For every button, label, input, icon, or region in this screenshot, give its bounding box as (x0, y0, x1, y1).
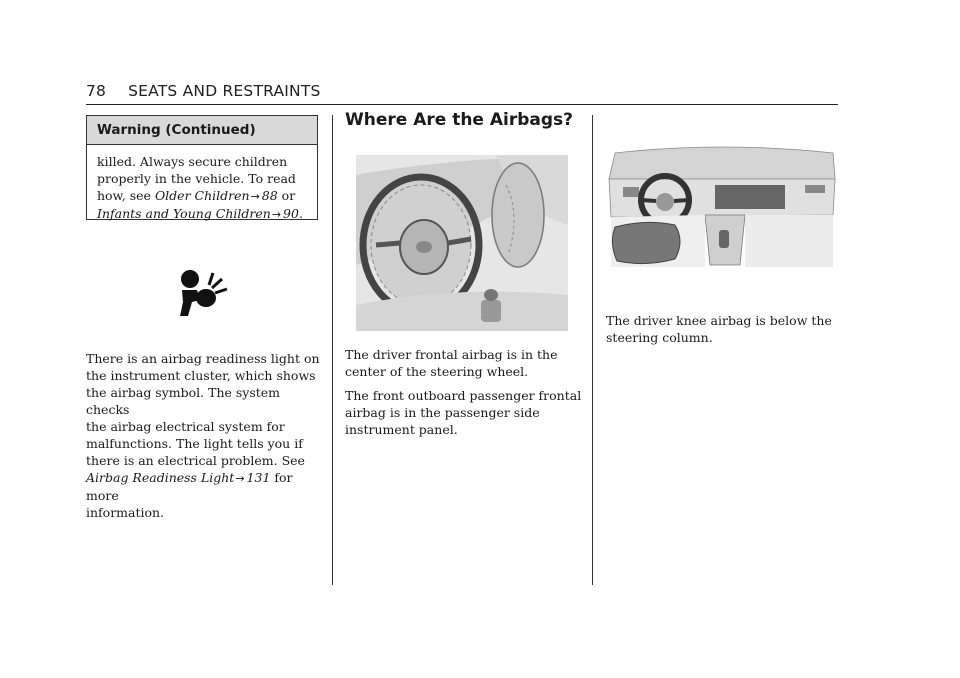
airbag-readiness-icon (176, 268, 230, 320)
link-airbag-readiness-light[interactable]: Airbag Readiness Light (86, 470, 235, 485)
reference-arrow-icon: → (271, 208, 282, 221)
frontal-airbag-text: The driver frontal airbag is in the center of the steering wheel. The front outboard passenger frontal airbag is in the passenger side instrument panel. (345, 347, 582, 437)
section-heading: Where Are the Airbags? (345, 110, 574, 130)
column-divider-right (592, 115, 593, 585)
warning-line: properly in the vehicle. To read (97, 171, 296, 186)
airbag-readiness-paragraph: There is an airbag readiness light on the instrument cluster, which shows the airbag symbol. The system checks the airbag electrical system for malfunctions. The light tells you if there is an electrical problem. See Airbag Readiness Light→ 131 for more information. (86, 351, 320, 520)
section-title: SEATS AND RESTRAINTS (128, 82, 321, 100)
knee-airbag-text: The driver knee airbag is below the steering column. (606, 313, 832, 345)
page-ref-90[interactable]: 90 (283, 206, 299, 221)
link-older-children[interactable]: Older Children (154, 188, 250, 203)
reference-arrow-icon: → (250, 190, 260, 203)
frontal-airbag-illustration (356, 155, 568, 331)
link-infants-young-children[interactable]: Infants and Young Children (97, 206, 271, 221)
page-ref-131[interactable]: 131 (246, 470, 271, 485)
page-header (86, 82, 838, 105)
warning-body (87, 145, 317, 223)
warning-line: how, see Older Children→ 88 or (97, 188, 296, 203)
warning-line: Infants and Young Children→ 90. (97, 206, 303, 221)
reference-arrow-icon: → (235, 472, 245, 485)
page-number: 78 (86, 82, 107, 100)
knee-airbag-illustration (605, 145, 838, 267)
page-ref-88[interactable]: 88 (261, 188, 278, 203)
warning-box (86, 115, 318, 220)
warning-line: killed. Always secure children (97, 154, 288, 169)
warning-title: Warning (Continued) (87, 116, 317, 145)
column-divider-left (332, 115, 333, 585)
